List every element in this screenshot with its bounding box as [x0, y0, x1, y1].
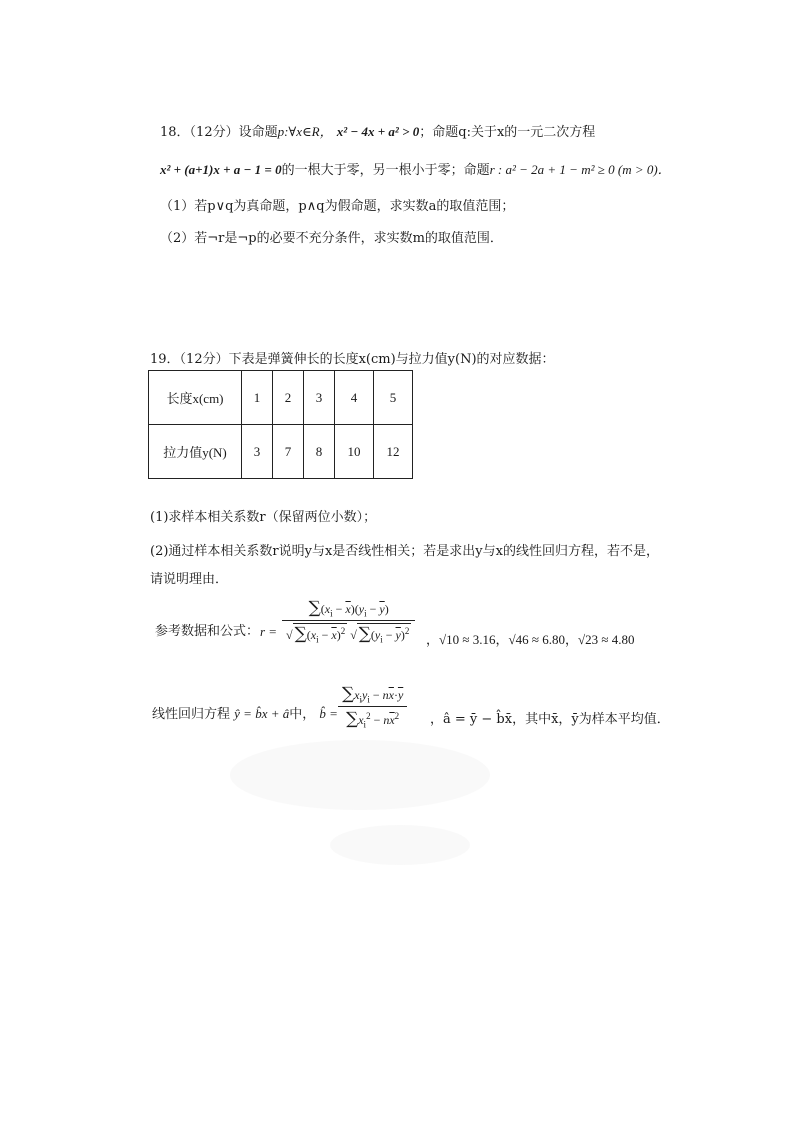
reg-mid: 中， [289, 707, 316, 722]
y-value: 8 [304, 425, 335, 479]
spring-data-table [148, 370, 413, 479]
reg-label: 线性回归方程 [152, 707, 231, 722]
row-label-length: 长度x(cm) [149, 371, 242, 425]
q18-p-formula: x² − 4x + a² > 0 [336, 124, 420, 139]
reg-equation: ŷ = b̂x + â [234, 706, 290, 721]
r-numerator: $\sum(x_i - \overline{x})(y_i - \overline{y})$ [282, 598, 415, 621]
q19-header: 19．（12分）下表是弹簧伸长的长度x(cm)与拉力值y(N)的对应数据： [150, 352, 555, 367]
a-equation: ，â = ȳ − b̂x̄，其中x̄，ȳ为样本平均值． [430, 712, 670, 727]
r-formula-fraction [282, 598, 415, 645]
x-value: 5 [374, 371, 413, 425]
q18-part2: （2）若¬r是¬p的必要不充分条件，求实数m的取值范围． [160, 231, 503, 246]
q18-equation-tail: 的一根大于零，另一根小于零；命题 [281, 163, 490, 178]
b-formula-fraction [338, 684, 407, 730]
b-lhs: b̂ = [319, 706, 338, 721]
y-value: 7 [273, 425, 304, 479]
q18-header: 18．（12分）设命题 [160, 125, 278, 140]
scan-smudge [330, 825, 470, 865]
q18-part1: （1）若p∨q为真命题，p∧q为假命题，求实数a的取值范围； [160, 199, 515, 214]
table-row [149, 371, 413, 425]
regression-line [152, 704, 338, 725]
q19-part2-b: 请说明理由． [150, 572, 229, 587]
q19-part1: (1)求样本相关系数r（保留两位小数）； [150, 510, 377, 525]
x-value: 3 [304, 371, 335, 425]
y-value: 3 [242, 425, 273, 479]
r-denominator: √ $\sum(x_i - \overline{x})^2$ √ $\sum(y_i - \overline{y})^2$ [286, 624, 410, 645]
x-value: 2 [273, 371, 304, 425]
q18-q-intro: ；命题q:关于x的一元二次方程 [419, 125, 596, 140]
x-value: 1 [242, 371, 273, 425]
scan-smudge [230, 740, 490, 810]
b-denominator: $\sum x_i^2 - n\overline{x}^2$ [346, 709, 400, 730]
x-value: 4 [335, 371, 374, 425]
q18-r-formula: r : a² − 2a + 1 − m² ≥ 0 (m > 0)． [489, 162, 671, 177]
r-lhs: r = [260, 624, 278, 639]
q18-line2 [160, 160, 671, 181]
y-value: 10 [335, 425, 374, 479]
q18-line1 [160, 122, 595, 143]
row-label-force: 拉力值y(N) [149, 425, 242, 479]
q18-equation: x² + (a+1)x + a − 1 = 0 [160, 162, 282, 177]
b-numerator: $\sum x_iy_i - n\overline{x}\cdot\overline{y}$ [338, 684, 407, 707]
table-row [149, 425, 413, 479]
q18-p-def: p:∀x∈R， [277, 124, 333, 139]
y-value: 12 [374, 425, 413, 479]
sqrt-reference-data: ，√10 ≈ 3.16，√46 ≈ 6.80，√23 ≈ 4.80 [426, 632, 635, 647]
q19-part2-a: (2)通过样本相关系数r说明y与x是否线性相关；若是求出y与x的线性回归方程，若不是， [150, 544, 659, 559]
ref-label: 参考数据和公式： [155, 624, 260, 639]
